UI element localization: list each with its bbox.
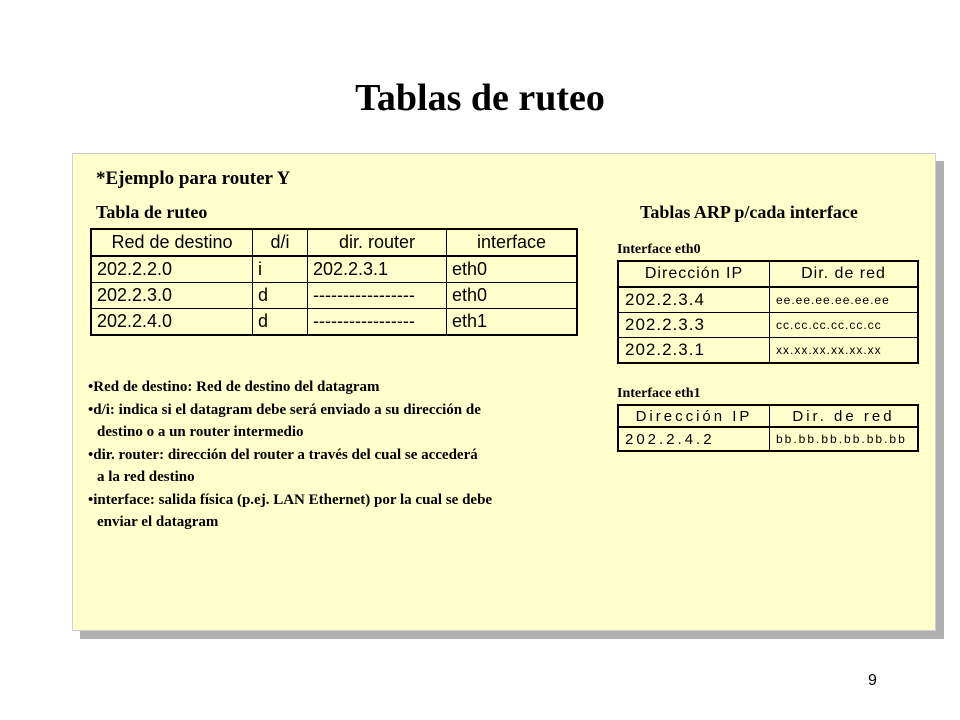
note-line-continued: a la red destino <box>97 469 195 485</box>
table-cell: 202.2.3.1 <box>618 338 770 364</box>
note-line: •Red de destino: Red de destino del datagram <box>88 379 380 395</box>
table-cell: ----------------- <box>308 283 447 309</box>
table-row <box>91 309 577 336</box>
arp-tables-title: Tablas ARP p/cada interface <box>640 202 858 222</box>
table-cell: ----------------- <box>308 309 447 336</box>
table-cell: xx.xx.xx.xx.xx.xx <box>770 338 919 364</box>
column-header: Dir. de red <box>770 261 919 287</box>
note-line: •interface: salida física (p.ej. LAN Ethernet) por la cual se debe <box>88 491 493 508</box>
table-row <box>618 313 918 338</box>
page-number: 9 <box>868 672 877 689</box>
column-header: Dir. de red <box>770 405 919 427</box>
table-cell: 202.2.2.0 <box>91 256 253 283</box>
page-title: Tablas de ruteo <box>355 77 605 119</box>
table-cell: eth0 <box>447 283 578 309</box>
table-cell: ee.ee.ee.ee.ee.ee <box>770 287 919 313</box>
table-cell: eth1 <box>447 309 578 336</box>
list-item <box>88 376 608 399</box>
interface-eth0-label: Interface eth0 <box>617 242 701 257</box>
arp-table-eth1 <box>617 404 919 452</box>
table-cell: 202.2.3.3 <box>618 313 770 338</box>
table-cell: cc.cc.cc.cc.cc.cc <box>770 313 919 338</box>
arp-table-eth0 <box>617 260 919 364</box>
routing-table-title: Tabla de ruteo <box>96 202 208 222</box>
column-header: Dirección IP <box>618 261 770 287</box>
list-item <box>88 444 608 489</box>
table-cell: 202.2.3.1 <box>308 256 447 283</box>
list-item <box>88 399 608 444</box>
table-row <box>618 287 918 313</box>
table-row <box>91 256 577 283</box>
notes-list <box>88 376 608 534</box>
table-cell: i <box>253 256 308 283</box>
table-row <box>618 427 918 451</box>
example-title: *Ejemplo para router Y <box>96 168 291 189</box>
table-cell: d <box>253 309 308 336</box>
routing-table <box>90 228 578 336</box>
note-line-continued: enviar el datagram <box>97 514 219 530</box>
table-header-row <box>618 261 918 287</box>
column-header: Red de destino <box>91 229 253 256</box>
column-header: dir. router <box>308 229 447 256</box>
list-item <box>88 489 608 534</box>
table-cell: 202.2.4.0 <box>91 309 253 336</box>
table-cell: 202.2.3.0 <box>91 283 253 309</box>
interface-eth1-label: Interface eth1 <box>617 386 701 401</box>
table-cell: eth0 <box>447 256 578 283</box>
table-header-row <box>91 229 577 256</box>
table-cell: 202.2.3.4 <box>618 287 770 313</box>
note-line: •dir. router: dirección del router a través del cual se accederá <box>88 446 478 463</box>
table-cell: d <box>253 283 308 309</box>
table-cell: 202.2.4.2 <box>618 427 770 451</box>
column-header: interface <box>447 229 578 256</box>
column-header: Dirección IP <box>618 405 770 427</box>
table-cell: bb.bb.bb.bb.bb.bb <box>770 427 919 451</box>
note-line-continued: destino o a un router intermedio <box>97 424 304 440</box>
table-header-row <box>618 405 918 427</box>
column-header: d/i <box>253 229 308 256</box>
table-row <box>91 283 577 309</box>
note-line: •d/i: indica si el datagram debe será enviado a su dirección de <box>88 401 481 418</box>
table-row <box>618 338 918 364</box>
